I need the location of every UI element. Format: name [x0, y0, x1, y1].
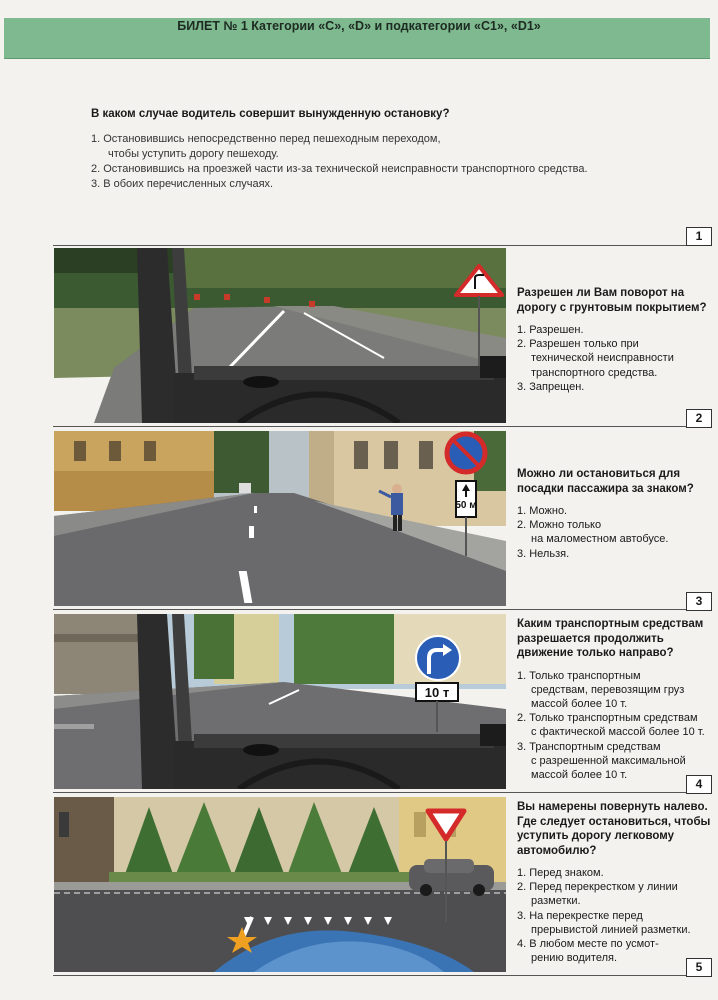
answer-5-2-cont[interactable]: разметки. — [531, 895, 581, 908]
question-2-text: Разрешен ли Вам поворот на дорогу с грунтовым покрытием? — [517, 287, 707, 314]
question-5-photo — [54, 797, 506, 972]
answer-2-2-cont[interactable]: технической неисправности — [531, 352, 674, 365]
ticket-title: БИЛЕТ № 1 Категории «С», «D» и подкатегории «С1», «D1» — [177, 19, 541, 33]
answer-5-3[interactable]: 3. На перекрестке перед — [517, 909, 643, 922]
question-number-5: 5 — [686, 958, 712, 977]
question-3-text: Можно ли остановиться для посадки пассажира за знаком? — [517, 468, 694, 495]
answer-2-2[interactable]: 2. Разрешен только при — [517, 338, 639, 351]
answer-1-1[interactable]: 1. Остановившись непосредственно перед пешеходным переходом, — [91, 133, 441, 145]
divider — [53, 609, 687, 610]
answer-4-3-cont2[interactable]: массой более 10 т. — [531, 768, 628, 781]
answer-3-1[interactable]: 1. Можно. — [517, 505, 568, 517]
answer-5-4[interactable]: 4. В любом месте по усмот- — [517, 938, 659, 951]
answer-4-3[interactable]: 3. Транспортным средствам — [517, 740, 661, 753]
question-5-text: Вы намерены повернуть налево. Где следует остановиться, чтобы уступить дорогу легковому автомобилю? — [517, 801, 711, 857]
answer-1-3[interactable]: 3. В обоих перечисленных случаях. — [91, 178, 274, 190]
answer-2-3[interactable]: 3. Запрещен. — [517, 380, 585, 393]
answer-5-3-cont[interactable]: прерывистой линией разметки. — [531, 923, 691, 936]
answer-3-2[interactable]: 2. Можно только — [517, 519, 602, 532]
question-4-text: Каким транспортным средствам разрешается продолжить движение только направо? — [517, 618, 704, 659]
divider — [53, 792, 687, 793]
answer-5-2[interactable]: 2. Перед перекрестком у линии — [517, 881, 678, 894]
answer-5-1[interactable]: 1. Перед знаком. — [517, 867, 604, 879]
answer-4-1-cont2[interactable]: массой более 10 т. — [531, 697, 628, 710]
answer-4-2[interactable]: 2. Только транспортным средствам — [517, 712, 698, 725]
question-4-photo — [54, 614, 506, 789]
question-5 — [517, 800, 717, 965]
sign-plate-distance: 50 м — [455, 500, 477, 511]
divider — [53, 975, 687, 976]
turn-right-only-sign-icon — [416, 636, 460, 680]
answer-2-1[interactable]: 1. Разрешен. — [517, 324, 584, 336]
answer-1-1-cont[interactable]: чтобы уступить дорогу пешеходу. — [108, 148, 279, 160]
answer-4-1-cont[interactable]: средствам, перевозящим груз — [531, 683, 685, 696]
question-2 — [517, 286, 717, 394]
question-number-3: 3 — [686, 592, 712, 611]
answer-2-2-cont2[interactable]: транспортного средства. — [531, 366, 658, 379]
question-number-1: 1 — [686, 227, 712, 246]
divider — [53, 426, 687, 427]
answer-4-1[interactable]: 1. Только транспортным — [517, 669, 641, 682]
question-3 — [517, 467, 717, 561]
question-1 — [91, 108, 671, 192]
question-4 — [517, 617, 717, 782]
question-2-photo — [54, 248, 506, 423]
answer-4-2-cont[interactable]: с фактической массой более 10 т. — [531, 726, 705, 739]
divider — [53, 245, 687, 246]
answer-3-3[interactable]: 3. Нельзя. — [517, 547, 570, 560]
question-number-2: 2 — [686, 409, 712, 428]
answer-3-2-cont[interactable]: на маломестном автобусе. — [531, 533, 669, 546]
question-3-photo — [54, 431, 506, 606]
question-number-4: 4 — [686, 775, 712, 794]
answer-4-3-cont[interactable]: с разрешенной максимальной — [531, 754, 686, 767]
question-1-text: В каком случае водитель совершит вынужденную остановку? — [91, 108, 450, 120]
sign-plate-weight: 10 т — [424, 685, 450, 700]
answer-1-2[interactable]: 2. Остановившись на проезжей части из-за технической неисправности транспортного средства. — [91, 163, 588, 175]
answer-5-4-cont[interactable]: рению водителя. — [531, 952, 618, 965]
